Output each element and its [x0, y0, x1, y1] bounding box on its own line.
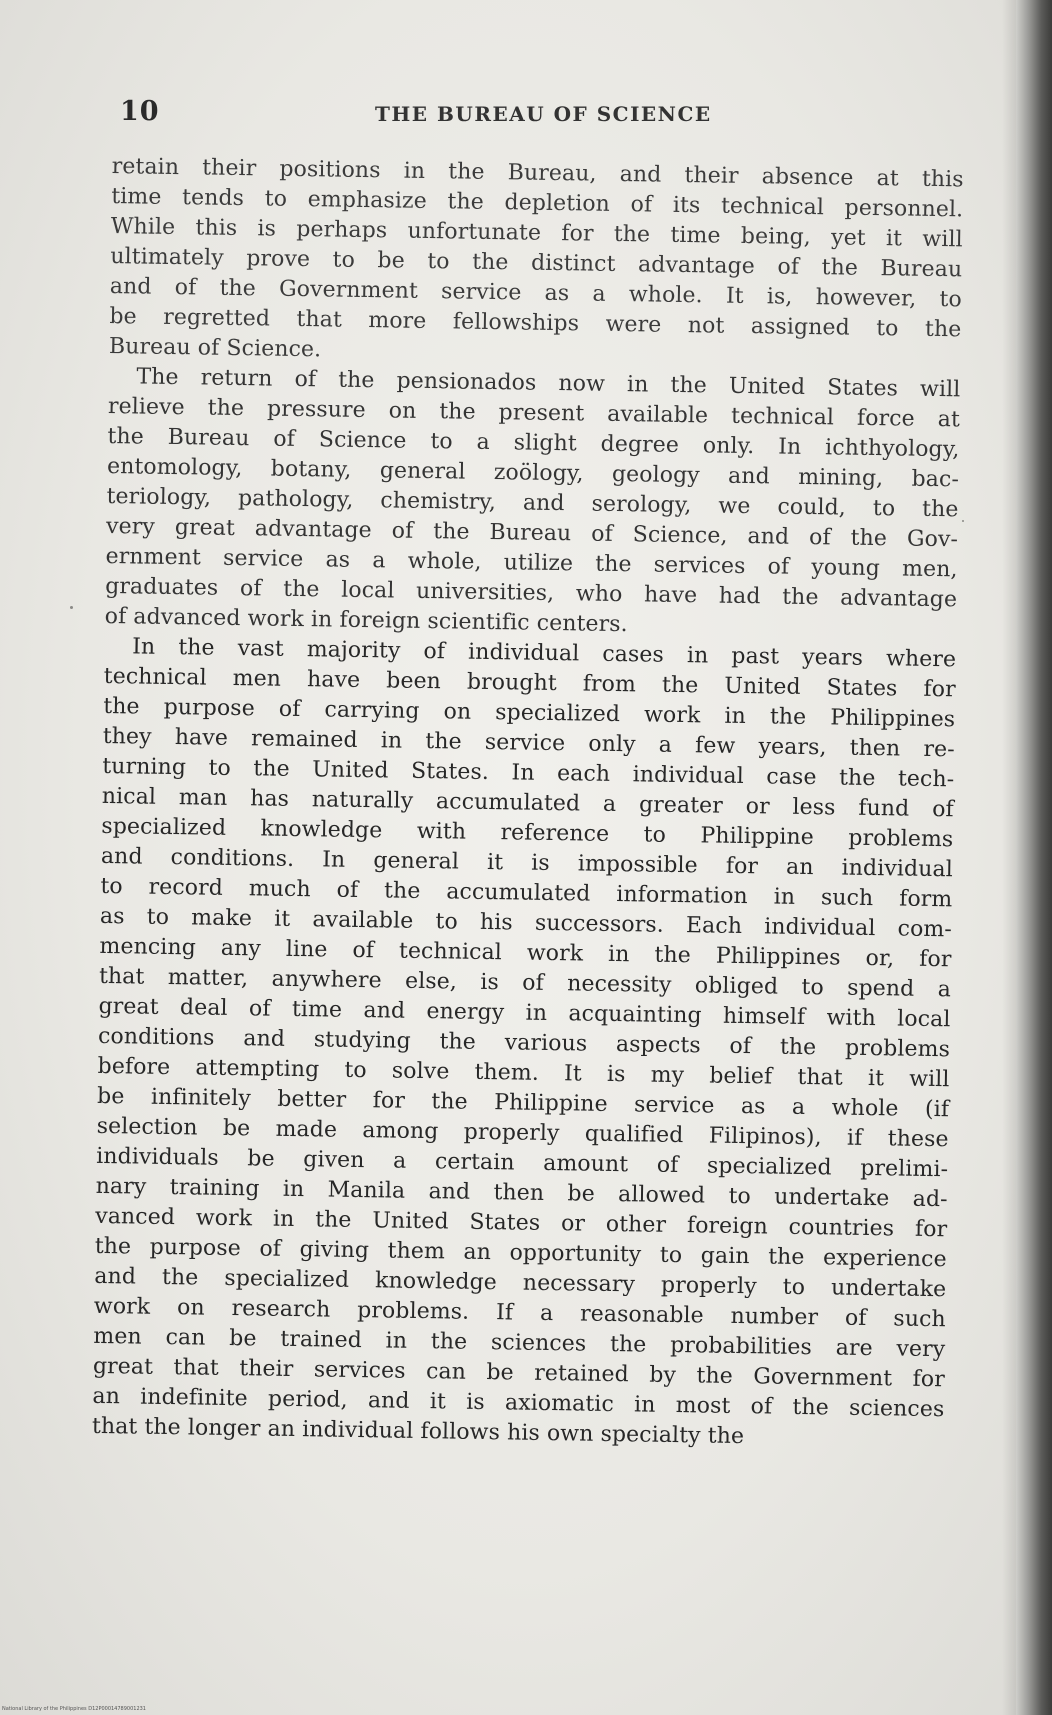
- text-line: individuals be given a certain amount of specialized prelimi-: [96, 1143, 949, 1183]
- page-binding-edge: [1016, 0, 1052, 1715]
- scan-footer-note: National Library of the Philippines D12P00014789001231: [2, 1706, 146, 1712]
- text-line: conditions and studying the various aspects of the problems: [97, 1023, 951, 1063]
- text-line: turning to the United States. In each individual case the tech-: [102, 753, 955, 793]
- text-line: the purpose of carrying on specialized work in the Philippines: [103, 693, 956, 733]
- text-line: work on research problems. If a reasonable number of such: [93, 1293, 946, 1333]
- page-gutter-shadow: [1002, 0, 1016, 1715]
- text-line: they have remained in the service only a few years, then re-: [102, 723, 955, 763]
- page-header: [120, 96, 972, 136]
- running-head: THE BUREAU OF SCIENCE: [375, 102, 712, 126]
- text-line: of advanced work in foreign scientific centers.: [104, 603, 628, 638]
- scan-speck: [70, 606, 73, 609]
- text-line: the Bureau of Science to a slight degree only. In ichthyology,: [107, 423, 960, 463]
- text-line: and conditions. In general it is impossible for an individual: [100, 843, 954, 883]
- text-line: In the vast majority of individual cases in past years where: [132, 634, 957, 673]
- text-line: teriology, pathology, chemistry, and serology, we could, to the: [106, 483, 959, 523]
- text-line: retain their positions in the Bureau, and their absence at this: [111, 153, 964, 193]
- text-line: entomology, botany, general zoölogy, geology and mining, bac-: [106, 453, 960, 493]
- text-line: the purpose of giving them an opportunity to gain the experience: [94, 1233, 947, 1273]
- page-number: 10: [120, 96, 160, 127]
- text-line: great deal of time and energy in acquainting himself with local: [98, 993, 951, 1033]
- text-line: and the specialized knowledge necessary properly to undertake: [94, 1263, 947, 1303]
- text-line: graduates of the local universities, who have had the advantage: [104, 573, 958, 613]
- text-line: be regretted that more fellowships were not assigned to the: [109, 303, 962, 343]
- text-line: nary training in Manila and then be allowed to undertake ad-: [95, 1173, 948, 1213]
- text-line: men can be trained in the sciences the probabilities are very: [93, 1323, 946, 1363]
- text-line: and of the Government service as a whole. It is, however, to: [109, 273, 962, 313]
- text-line: before attempting to solve them. It is my belief that it will: [97, 1053, 950, 1093]
- text-line: to record much of the accumulated information in such form: [100, 873, 953, 913]
- text-line: nical man has naturally accumulated a greater or less fund of: [101, 783, 954, 823]
- text-line: While this is perhaps unfortunate for the time being, yet it will: [110, 213, 963, 253]
- text-line: specialized knowledge with reference to Philippine problems: [101, 813, 954, 853]
- text-line: very great advantage of the Bureau of Science, and of the Gov-: [105, 513, 959, 553]
- text-line: mencing any line of technical work in the Philippines or, for: [99, 933, 952, 973]
- text-line: great that their services can be retained by the Government for: [92, 1353, 946, 1393]
- text-line: vanced work in the United States or other foreign countries for: [95, 1203, 948, 1243]
- paragraph: [109, 152, 964, 375]
- text-line: Bureau of Science.: [108, 333, 322, 363]
- scan-speck: [962, 520, 964, 522]
- body-text: [92, 152, 964, 1455]
- text-line: technical men have been brought from the United States for: [103, 663, 956, 703]
- text-line: that matter, anywhere else, is of necessity obliged to spend a: [98, 963, 952, 1003]
- paragraph: [92, 632, 957, 1455]
- text-line: selection be made among properly qualified Filipinos), if these: [96, 1113, 949, 1153]
- text-line: The return of the pensionados now in the United States will: [136, 364, 961, 403]
- text-line: be infinitely better for the Philippine service as a whole (if: [96, 1083, 950, 1123]
- text-line: relieve the pressure on the present available technical force at: [107, 393, 961, 433]
- text-line: ernment service as a whole, utilize the services of young men,: [105, 543, 958, 583]
- text-line: an indefinite period, and it is axiomatic in most of the sciences: [92, 1383, 945, 1423]
- text-line: that the longer an individual follows his own specialty the: [91, 1413, 745, 1450]
- paragraph: [104, 362, 960, 645]
- text-line: ultimately prove to be to the distinct advantage of the Bureau: [110, 243, 963, 283]
- text-line: as to make it available to his successors. Each individual com-: [99, 903, 953, 943]
- text-line: time tends to emphasize the depletion of its technical personnel.: [111, 183, 964, 223]
